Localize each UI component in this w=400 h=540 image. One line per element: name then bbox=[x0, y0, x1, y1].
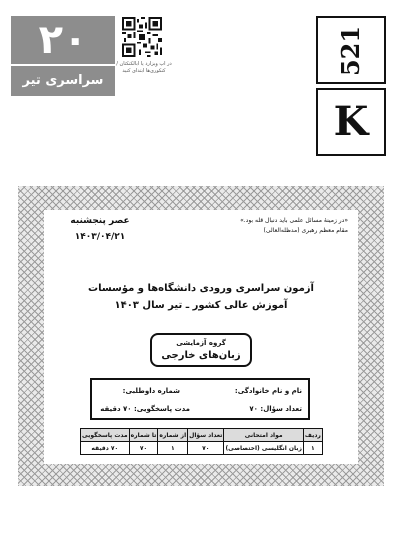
table-cell: زبان انگلیسی (اختصاصی) bbox=[224, 442, 303, 455]
col-header-duration: مدت پاسخگویی bbox=[81, 429, 130, 442]
col-header-row-no: ردیف bbox=[303, 429, 322, 442]
qr-code-icon bbox=[122, 17, 162, 57]
exam-session-badge: سراسری تیر ۱۴۰۳ bbox=[11, 66, 115, 96]
table-cell: ۷۰ bbox=[188, 442, 224, 455]
col-header-question-count: تعداد سؤال bbox=[188, 429, 224, 442]
group-name: زبان‌های خارجی bbox=[161, 350, 241, 361]
booklet-letter: K bbox=[316, 88, 386, 156]
exam-title: آزمون سراسری ورودی دانشگاه‌ها و مؤسسات bbox=[88, 283, 314, 294]
candidate-info-box bbox=[90, 378, 310, 420]
quote: «در زمینهٔ مسائل علمی باید دنبال قله بود.» مقام معظم رهبری (مدظله‌العالی) bbox=[240, 217, 348, 234]
exam-number-badge: ۲۰ bbox=[11, 16, 115, 64]
group-label: گروه آزمایشی bbox=[176, 339, 226, 347]
answer-duration: مدت پاسخگویی: ۷۰ دقیقه bbox=[100, 405, 190, 413]
col-header-to: تا شماره bbox=[129, 429, 158, 442]
exam-subtitle: آموزش عالی کشور ـ تیر سال ۱۴۰۳ bbox=[114, 300, 288, 311]
exam-group-box bbox=[150, 333, 252, 367]
candidate-name-label: نام و نام خانوادگی: bbox=[234, 387, 302, 395]
table-cell: ۱ bbox=[158, 442, 188, 455]
qr-caption: در اپ ویزارد یا ابالکنکتان / کنکوری‌ها ابتدای کنید bbox=[116, 61, 172, 74]
table-cell: ۷۰ دقیقه bbox=[81, 442, 130, 455]
session-day: عصر پنجشنبه bbox=[70, 216, 130, 226]
col-header-from: از شماره bbox=[158, 429, 188, 442]
table-cell: ۱ bbox=[303, 442, 322, 455]
booklet-code: 521 bbox=[316, 16, 386, 84]
exam-subjects-table bbox=[80, 428, 323, 455]
table-cell: ۷۰ bbox=[129, 442, 158, 455]
table-header-row bbox=[81, 429, 323, 442]
table-row bbox=[81, 442, 323, 455]
candidate-id-label: شماره داوطلبی: bbox=[122, 387, 180, 395]
session-date: ۱۴۰۳/۰۴/۲۱ bbox=[74, 232, 126, 242]
col-header-subject: مواد امتحانی bbox=[224, 429, 303, 442]
question-count: تعداد سؤال: ۷۰ bbox=[249, 405, 302, 413]
